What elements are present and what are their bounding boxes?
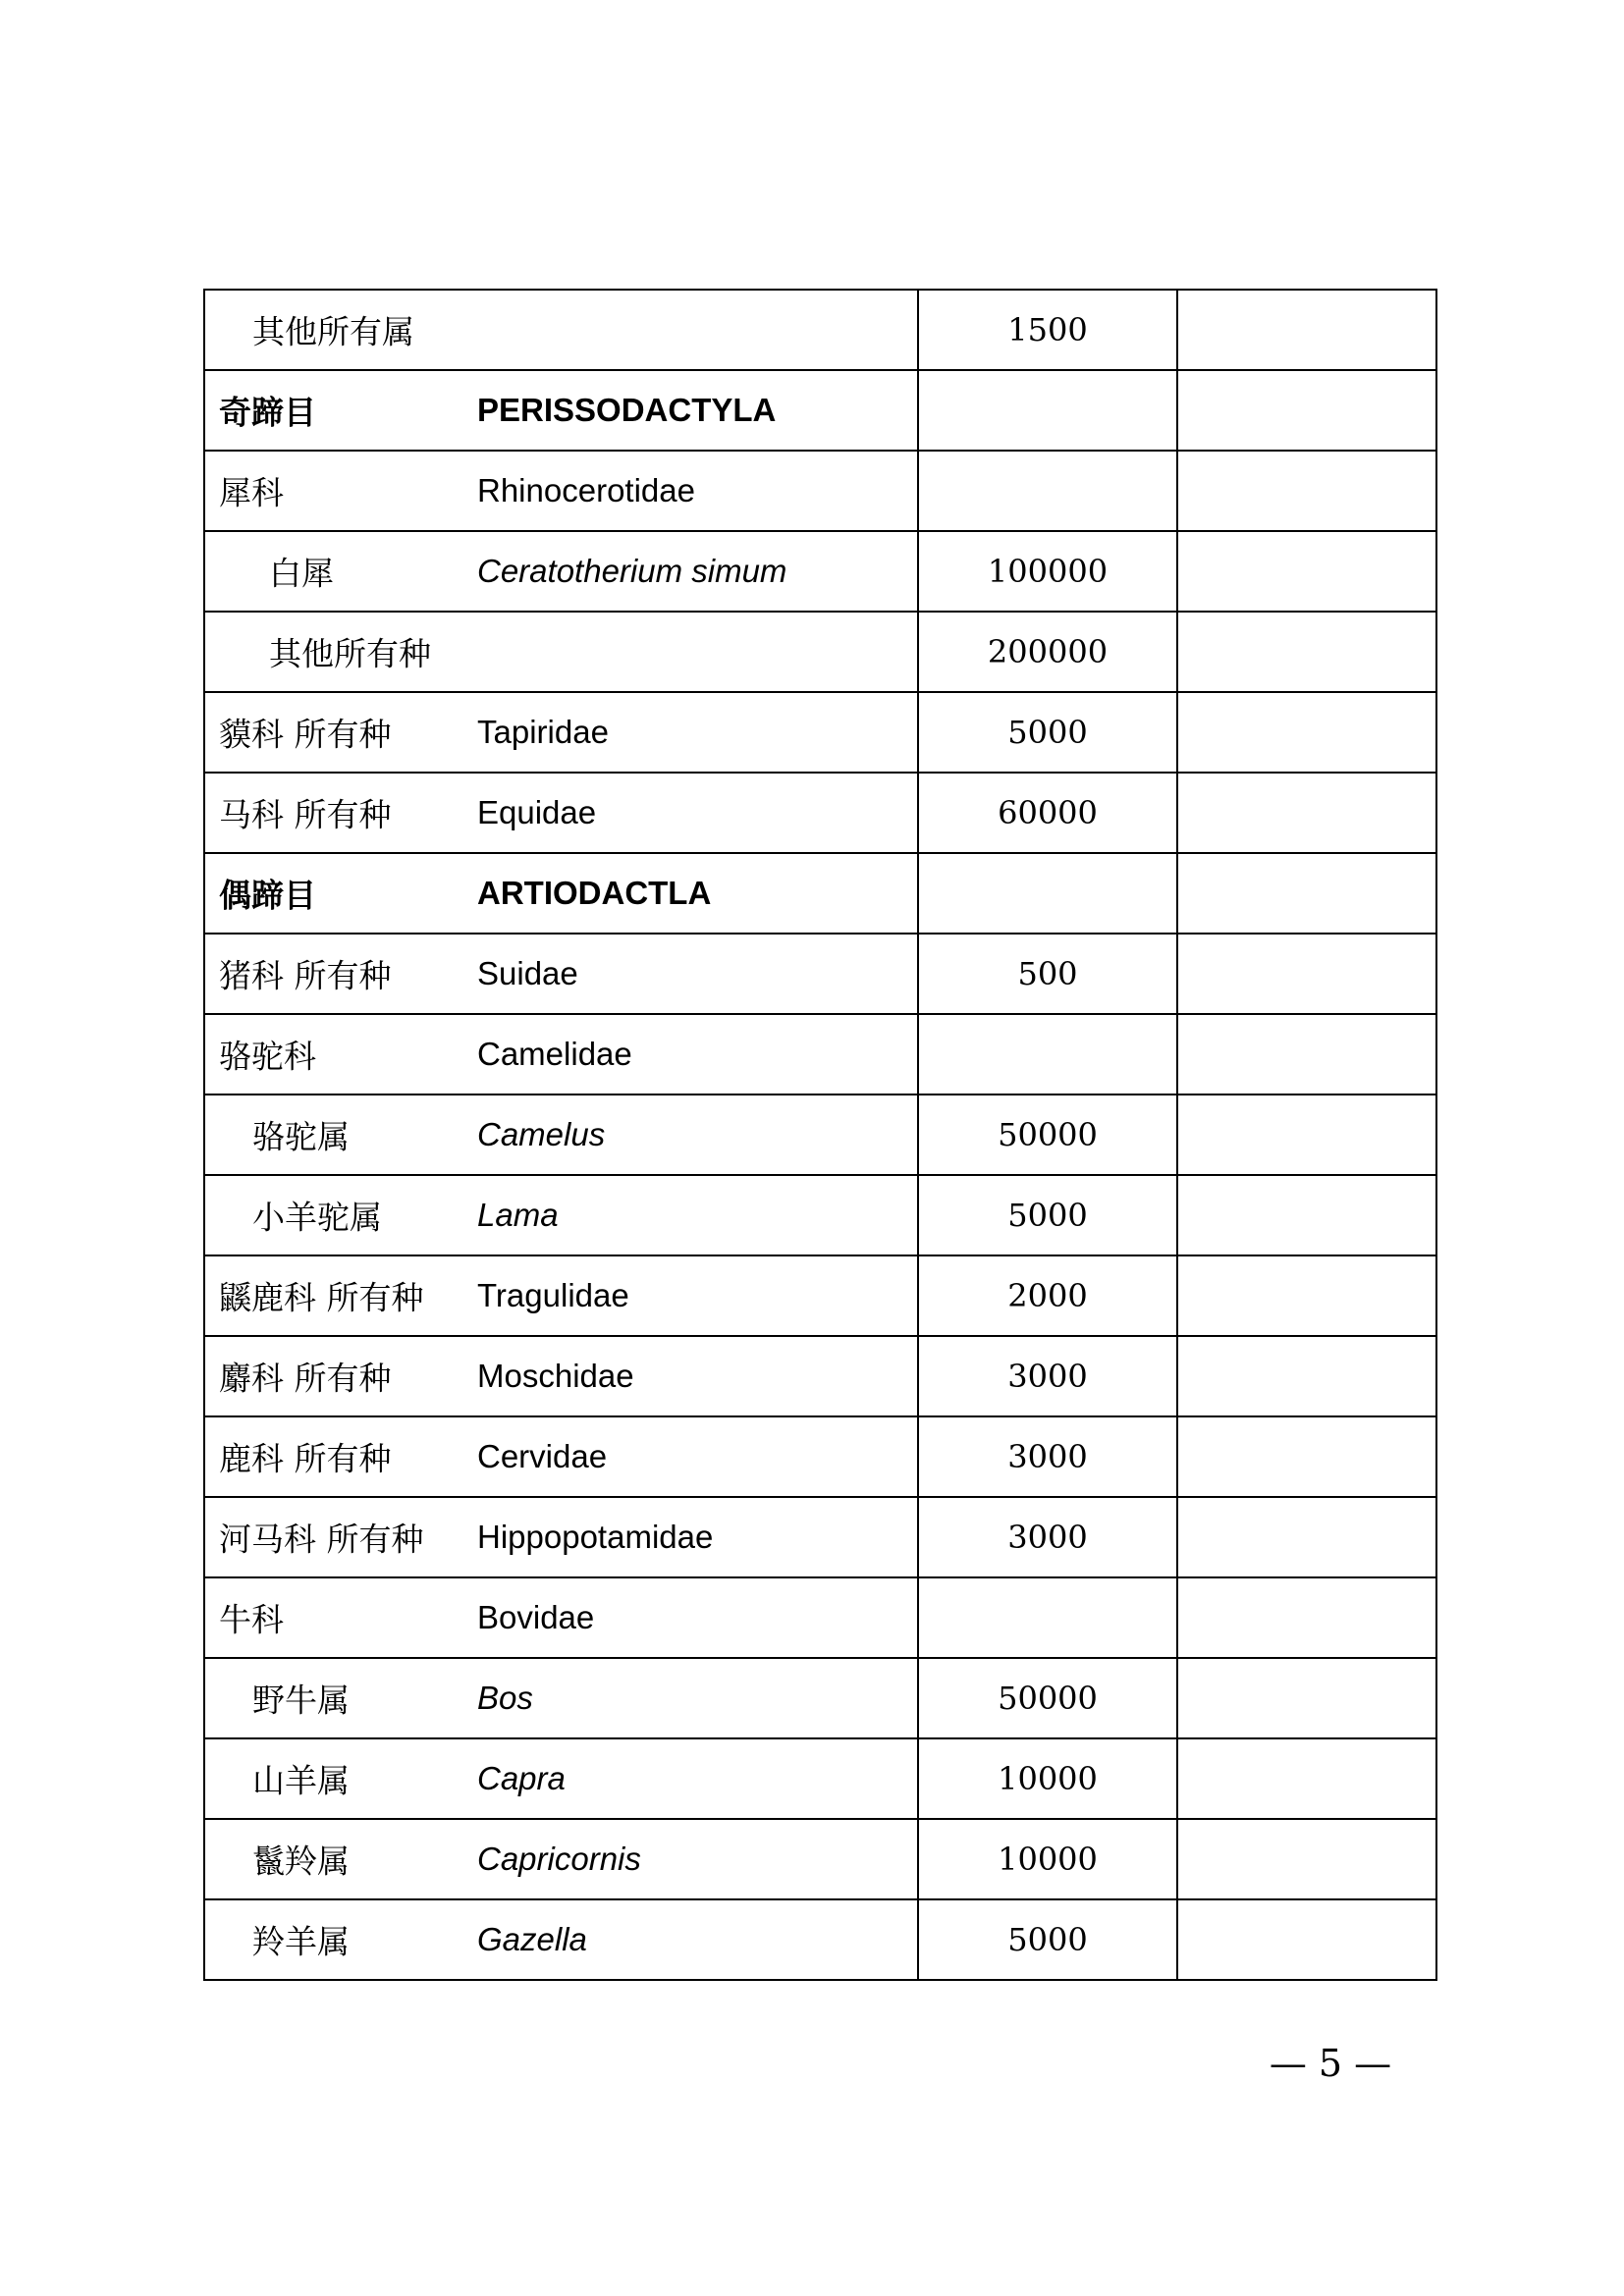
- table-row: [204, 1497, 1436, 1577]
- name-cell: [204, 290, 918, 370]
- name-cell: [204, 1255, 918, 1336]
- latin-name: Capra: [477, 1760, 566, 1796]
- name-cell: [204, 1014, 918, 1095]
- name-cell: [204, 612, 918, 692]
- blank-cell: [1177, 934, 1436, 1014]
- chinese-name: 河马科 所有种: [219, 1520, 424, 1559]
- value-cell: 3000: [918, 1336, 1177, 1416]
- latin-name: Suidae: [477, 955, 578, 991]
- value-cell: [918, 451, 1177, 531]
- species-table: [203, 289, 1437, 1981]
- blank-cell: [1177, 1658, 1436, 1738]
- blank-cell: [1177, 1819, 1436, 1899]
- chinese-name: 麝科 所有种: [219, 1359, 392, 1398]
- table-row: [204, 1899, 1436, 1980]
- name-cell: [204, 1175, 918, 1255]
- blank-cell: [1177, 290, 1436, 370]
- table-row: [204, 1175, 1436, 1255]
- name-cell: [204, 853, 918, 934]
- value-cell: 50000: [918, 1658, 1177, 1738]
- name-cell: [204, 1095, 918, 1175]
- value-cell: 50000: [918, 1095, 1177, 1175]
- table-row: [204, 853, 1436, 934]
- table-row: [204, 531, 1436, 612]
- name-cell: [204, 1658, 918, 1738]
- latin-name: Bovidae: [477, 1599, 595, 1635]
- latin-name: Cervidae: [477, 1438, 608, 1474]
- chinese-name: 骆驼属: [252, 1117, 350, 1156]
- blank-cell: [1177, 1577, 1436, 1658]
- latin-name: Equidae: [477, 794, 597, 830]
- chinese-name: 猪科 所有种: [219, 956, 392, 995]
- chinese-name: 野牛属: [252, 1681, 350, 1720]
- table-row: [204, 1336, 1436, 1416]
- chinese-name: 鼷鹿科 所有种: [219, 1278, 424, 1317]
- chinese-name: 偶蹄目: [219, 876, 316, 915]
- table-row: [204, 934, 1436, 1014]
- name-cell: [204, 1819, 918, 1899]
- value-cell: 10000: [918, 1738, 1177, 1819]
- latin-name: Gazella: [477, 1921, 587, 1957]
- value-cell: 100000: [918, 531, 1177, 612]
- table-row: [204, 692, 1436, 773]
- table-row: [204, 370, 1436, 451]
- table-row: [204, 1577, 1436, 1658]
- value-cell: [918, 1577, 1177, 1658]
- value-cell: [918, 1014, 1177, 1095]
- latin-name: Rhinocerotidae: [477, 472, 695, 508]
- value-cell: 1500: [918, 290, 1177, 370]
- chinese-name: 白犀: [269, 554, 334, 593]
- value-cell: 3000: [918, 1416, 1177, 1497]
- value-cell: 5000: [918, 1175, 1177, 1255]
- chinese-name: 奇蹄目: [219, 393, 316, 432]
- blank-cell: [1177, 531, 1436, 612]
- name-cell: [204, 531, 918, 612]
- blank-cell: [1177, 692, 1436, 773]
- latin-name: Capricornis: [477, 1841, 641, 1877]
- blank-cell: [1177, 451, 1436, 531]
- blank-cell: [1177, 1497, 1436, 1577]
- chinese-name: 山羊属: [252, 1761, 350, 1800]
- value-cell: 200000: [918, 612, 1177, 692]
- value-cell: 5000: [918, 1899, 1177, 1980]
- name-cell: [204, 370, 918, 451]
- page-number: — 5 —: [1269, 2042, 1392, 2085]
- latin-name: Hippopotamidae: [477, 1519, 714, 1555]
- blank-cell: [1177, 612, 1436, 692]
- name-cell: [204, 1336, 918, 1416]
- table-row: [204, 1658, 1436, 1738]
- name-cell: [204, 1577, 918, 1658]
- blank-cell: [1177, 773, 1436, 853]
- table-row: [204, 773, 1436, 853]
- value-cell: [918, 370, 1177, 451]
- name-cell: [204, 773, 918, 853]
- latin-name: Lama: [477, 1197, 559, 1233]
- table-row: [204, 451, 1436, 531]
- chinese-name: 犀科: [219, 473, 284, 512]
- chinese-name: 牛科: [219, 1600, 284, 1639]
- table-row: [204, 1416, 1436, 1497]
- name-cell: [204, 1899, 918, 1980]
- latin-name: Moschidae: [477, 1358, 634, 1394]
- chinese-name: 鬣羚属: [252, 1842, 350, 1881]
- value-cell: 5000: [918, 692, 1177, 773]
- latin-name: Tapiridae: [477, 714, 609, 750]
- chinese-name: 马科 所有种: [219, 795, 392, 834]
- name-cell: [204, 692, 918, 773]
- table-row: [204, 1819, 1436, 1899]
- table-row: [204, 1014, 1436, 1095]
- value-cell: 3000: [918, 1497, 1177, 1577]
- table-row: [204, 612, 1436, 692]
- blank-cell: [1177, 1175, 1436, 1255]
- chinese-name: 鹿科 所有种: [219, 1439, 392, 1478]
- blank-cell: [1177, 1336, 1436, 1416]
- latin-name: ARTIODACTLA: [477, 875, 712, 911]
- value-cell: 60000: [918, 773, 1177, 853]
- chinese-name: 骆驼科: [219, 1037, 316, 1076]
- latin-name: Bos: [477, 1680, 533, 1716]
- latin-name: Camelidae: [477, 1036, 632, 1072]
- chinese-name: 貘科 所有种: [219, 715, 392, 754]
- blank-cell: [1177, 1095, 1436, 1175]
- blank-cell: [1177, 1738, 1436, 1819]
- name-cell: [204, 1738, 918, 1819]
- blank-cell: [1177, 1416, 1436, 1497]
- blank-cell: [1177, 853, 1436, 934]
- latin-name: Camelus: [477, 1116, 606, 1152]
- value-cell: 2000: [918, 1255, 1177, 1336]
- table-row: [204, 1738, 1436, 1819]
- latin-name: Tragulidae: [477, 1277, 629, 1313]
- value-cell: [918, 853, 1177, 934]
- latin-name: Ceratotherium simum: [477, 553, 787, 589]
- value-cell: 500: [918, 934, 1177, 1014]
- blank-cell: [1177, 1899, 1436, 1980]
- table-body: [204, 290, 1436, 1980]
- chinese-name: 其他所有种: [269, 634, 431, 673]
- table-row: [204, 1255, 1436, 1336]
- table-row: [204, 1095, 1436, 1175]
- name-cell: [204, 451, 918, 531]
- value-cell: 10000: [918, 1819, 1177, 1899]
- blank-cell: [1177, 370, 1436, 451]
- chinese-name: 羚羊属: [252, 1922, 350, 1961]
- table-row: [204, 290, 1436, 370]
- blank-cell: [1177, 1255, 1436, 1336]
- chinese-name: 小羊驼属: [252, 1198, 382, 1237]
- name-cell: [204, 1497, 918, 1577]
- latin-name: PERISSODACTYLA: [477, 392, 777, 428]
- name-cell: [204, 934, 918, 1014]
- name-cell: [204, 1416, 918, 1497]
- chinese-name: 其他所有属: [252, 312, 414, 351]
- blank-cell: [1177, 1014, 1436, 1095]
